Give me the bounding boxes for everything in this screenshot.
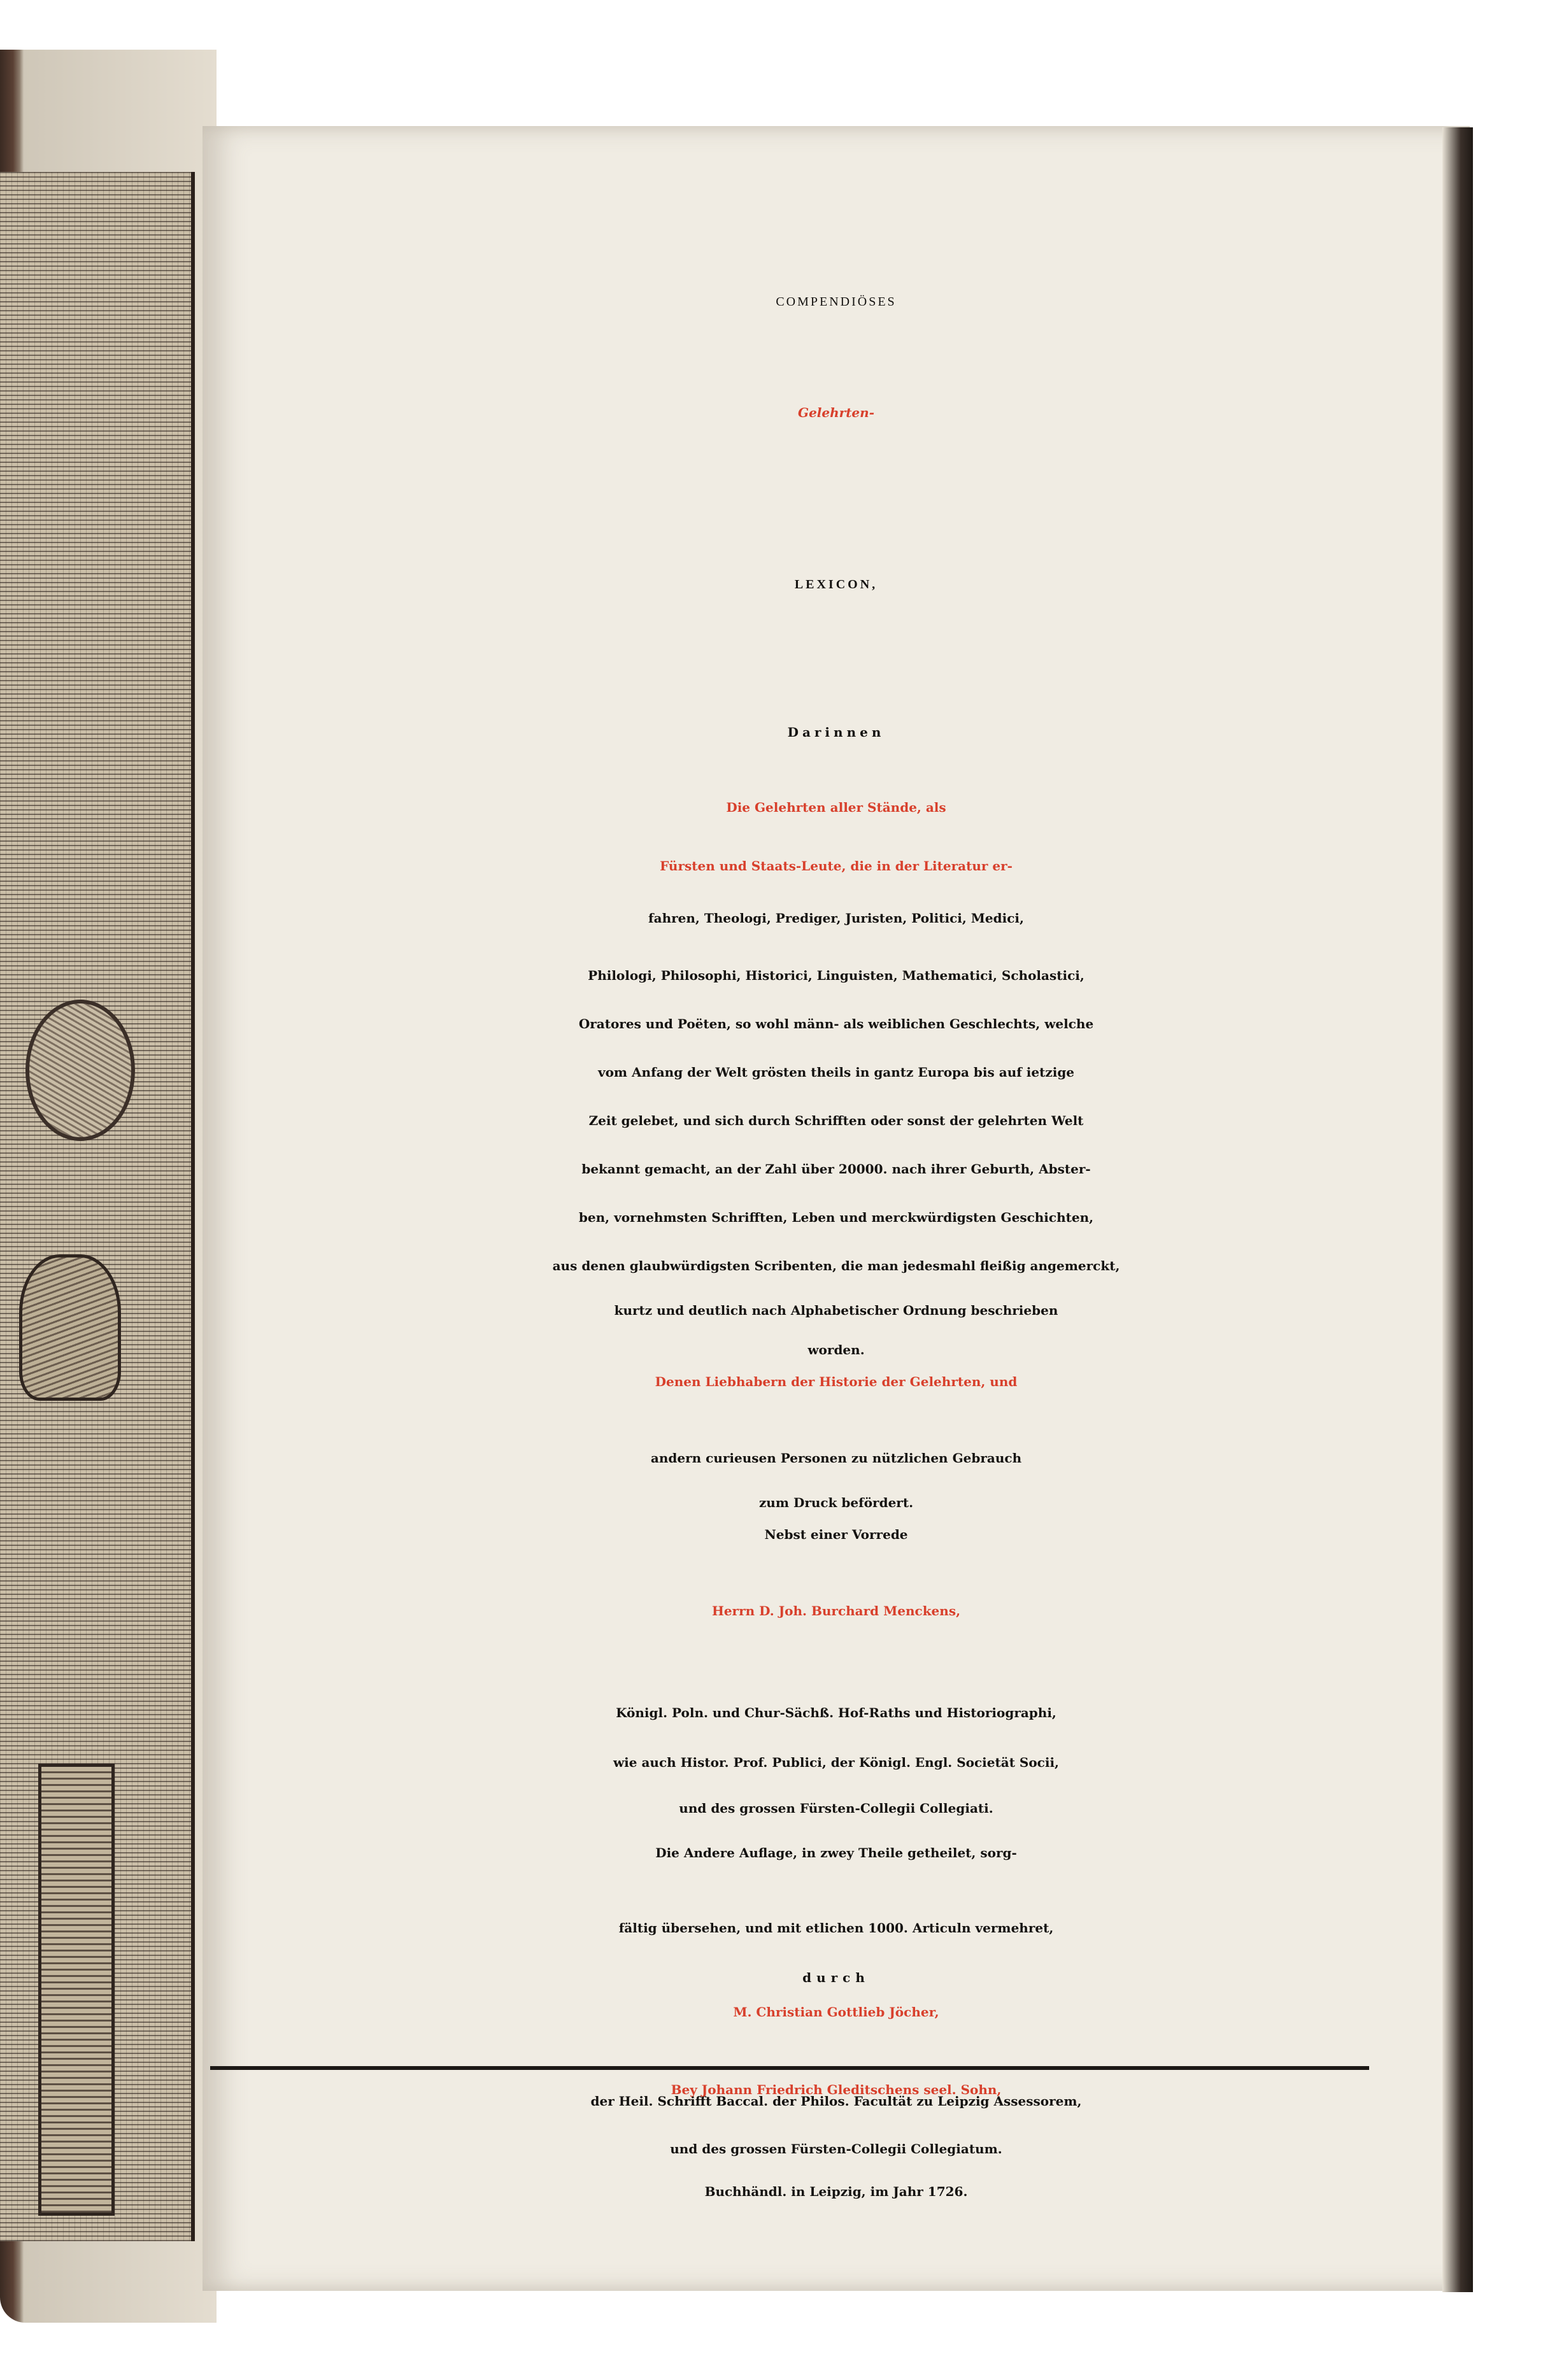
line-faeltig: fältig übersehen, und mit etlichen 1000. Articuln vermehret, [618,1920,1054,1936]
line-oratores: Oratores und Poëten, so wohl männ- als weiblichen Geschlechts, welche [578,1016,1094,1031]
title-page [203,126,1470,2291]
line-andern: andern curieusen Personen zu nützlichen Gebrauch [650,1450,1022,1466]
line-zum-druck: zum Druck befördert. [758,1495,914,1510]
line-heil-schrifft: der Heil. Schrifft Baccal. der Philos. Facultät zu Leipzig Assessorem, [590,2093,1082,2109]
line-denen: Denen Liebhabern der Historie der Gelehrten, und [655,1374,1018,1389]
line-durch: durch [802,1970,870,1985]
line-koenigl: Königl. Poln. und Chur-Sächß. Hof-Raths und Historiographi, [616,1705,1056,1720]
line-die-gelehrten: Die Gelehrten aller Stände, als [726,800,946,815]
line-und-des-2: und des grossen Fürsten-Collegii Collegiatum. [670,2141,1002,2157]
line-herrn-mencken: Herrn D. Joh. Burchard Menckens, [711,1603,961,1619]
heading-lexicon: LEXICON, [794,577,878,591]
line-author-joecher: M. Christian Gottlieb Jöcher, [733,2004,939,2020]
line-vom-anfang: vom Anfang der Welt grösten theils in gantz Europa bis auf ietzige [597,1065,1075,1080]
line-fahren: fahren, Theologi, Prediger, Juristen, Politici, Medici, [648,910,1024,926]
imprint-publisher: Bey Johann Friedrich Gleditschens seel. Sohn, [671,2082,1002,2097]
book-fore-edge [1442,127,1473,2292]
line-worden: worden. [807,1342,865,1357]
line-fuersten: Fürsten und Staats-Leute, die in der Literatur er- [660,858,1013,874]
line-wie-auch: wie auch Histor. Prof. Publici, der Königl. Engl. Societät Socii, [613,1755,1060,1770]
line-darinnen: Darinnen [787,725,885,740]
line-zeit: Zeit gelebet, und sich durch Schrifften oder sonst der gelehrten Welt [588,1113,1084,1128]
portrait-medallion [25,1000,135,1141]
line-kurtz: kurtz und deutlich nach Alphabetischer Ordnung beschrieben [614,1303,1058,1318]
heading-compendioses: COMPENDIÖSES [776,295,897,309]
heading-gelehrten: Gelehrten- [797,405,874,420]
line-aus-denen: aus denen glaubwürdigsten Scribenten, die man jedesmahl fleißig angemerckt, [552,1258,1120,1273]
line-philologi: Philologi, Philosophi, Historici, Linguisten, Mathematici, Scholastici, [588,968,1084,983]
column-ornament [38,1764,115,2216]
line-andere-auflage: Die Andere Auflage, in zwey Theile getheilet, sorg- [655,1845,1017,1860]
imprint-place-date: Buchhändl. in Leipzig, im Jahr 1726. [704,2184,968,2199]
line-nebst: Nebst einer Vorrede [764,1527,908,1542]
line-bekannt: bekannt gemacht, an der Zahl über 20000. nach ihrer Geburth, Abster- [581,1161,1091,1177]
line-und-des-1: und des grossen Fürsten-Collegii Collegiati. [679,1801,993,1816]
engraved-frontispiece [0,172,195,2241]
line-ben: ben, vornehmsten Schrifften, Leben und merckwürdigsten Geschichten, [578,1210,1094,1225]
imprint-rule [210,2066,1369,2070]
urn-ornament [19,1254,121,1401]
